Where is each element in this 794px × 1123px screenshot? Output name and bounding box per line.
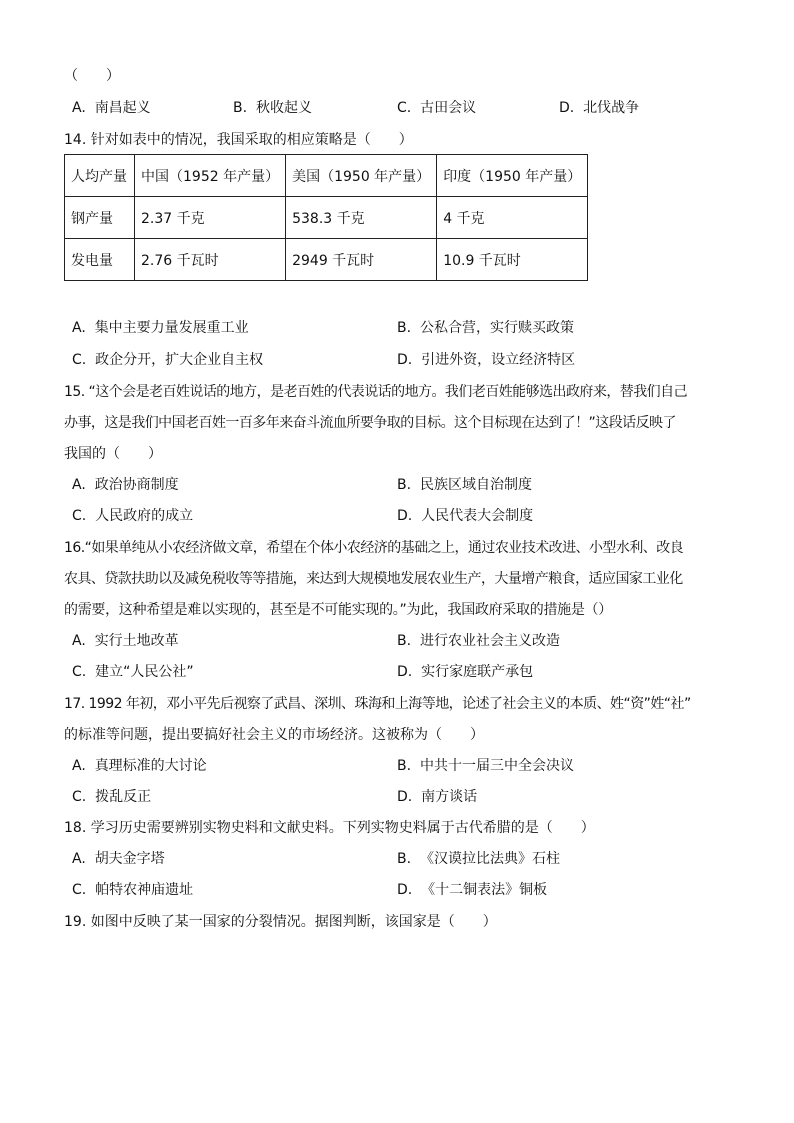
option-text: 人民政府的成立: [95, 508, 194, 524]
option-letter: D.: [559, 100, 575, 116]
option-letter: B.: [397, 320, 412, 336]
option-letter: A.: [72, 320, 86, 336]
q16-stem-line-1: 16.“如果单纯从小农经济做文章，希望在个体小农经济的基础之上，通过农业技术改进、小型水利、改良: [64, 540, 684, 556]
q14-data-table: [64, 154, 588, 281]
q17-option-c: [72, 787, 151, 807]
option-text: 进行农业社会主义改造: [419, 633, 560, 649]
table-cell: 538.3 千克: [286, 197, 437, 239]
q17-stem-line-2: 的标准等问题，提出要搞好社会主义的市场经济。这被称为（ ）: [64, 727, 484, 743]
q13-option-c: [397, 98, 476, 118]
option-text: 《汉谟拉比法典》石柱: [419, 851, 560, 867]
option-letter: D.: [397, 789, 413, 805]
q18-option-b: [397, 849, 560, 869]
option-text: 拨乱反正: [95, 789, 152, 805]
option-text: 公私合营，实行赎买政策: [419, 320, 574, 336]
q16-option-a: [72, 631, 179, 651]
q16-stem-line-3: 的需要，这种希望是难以实现的，甚至是不可能实现的。”为此，我国政府采取的措施是（）: [64, 602, 612, 618]
table-row: [65, 197, 588, 239]
q13-option-a: [72, 98, 151, 118]
q13-paren: （ ）: [64, 68, 120, 84]
q13-option-d: [559, 98, 639, 118]
option-letter: B.: [397, 633, 412, 649]
table-cell: 10.9 千瓦时: [437, 239, 588, 281]
q15-option-a: [72, 475, 179, 495]
option-text: 中共十一届三中全会决议: [419, 758, 574, 774]
table-header-cell: 印度（1950 年产量）: [437, 155, 588, 197]
option-text: 《十二铜表法》铜板: [421, 882, 548, 898]
table-cell: 发电量: [65, 239, 135, 281]
q15-stem-line-1: 15. “这个会是老百姓说话的地方，是老百姓的代表说话的地方。我们老百姓能够选出政府来，替我们自己: [64, 384, 688, 400]
table-cell: 2.76 千瓦时: [135, 239, 286, 281]
option-letter: A.: [72, 633, 86, 649]
q14-option-d: [397, 350, 575, 370]
q18-option-a: [72, 849, 165, 869]
option-text: 建立“人民公社”: [95, 664, 194, 680]
q18-stem: 18. 学习历史需要辨别实物史料和文献史料。下列实物史料属于古代希腊的是（ ）: [64, 820, 595, 836]
option-text: 南昌起义: [94, 100, 151, 116]
table-row: [65, 239, 588, 281]
option-text: 真理标准的大讨论: [94, 758, 207, 774]
q19-stem: 19. 如图中反映了某一国家的分裂情况。据图判断，该国家是（ ）: [64, 914, 497, 930]
option-text: 民族区域自治制度: [419, 477, 532, 493]
q14-option-a: [72, 318, 249, 338]
q16-option-b: [397, 631, 560, 651]
q18-option-c: [72, 880, 193, 900]
q17-option-a: [72, 756, 207, 776]
q17-stem-line-1: 17. 1992 年初，邓小平先后视察了武昌、深圳、珠海和上海等地，论述了社会主义的本质、姓“资”姓“社”: [64, 696, 691, 712]
table-header-cell: 人均产量: [65, 155, 135, 197]
option-text: 胡夫金字塔: [94, 851, 165, 867]
table-cell: 2949 千瓦时: [286, 239, 437, 281]
option-letter: D.: [397, 352, 413, 368]
option-letter: B.: [397, 477, 412, 493]
option-text: 南方谈话: [421, 789, 478, 805]
q18-option-d: [397, 880, 547, 900]
option-letter: C.: [72, 664, 87, 680]
option-letter: B.: [233, 100, 248, 116]
q15-option-c: [72, 506, 193, 526]
q15-option-b: [397, 475, 532, 495]
option-letter: A.: [72, 851, 86, 867]
option-text: 古田会议: [420, 100, 477, 116]
option-text: 政企分开，扩大企业自主权: [95, 352, 264, 368]
q14-option-b: [397, 318, 574, 338]
table-cell: 4 千克: [437, 197, 588, 239]
table-header-row: [65, 155, 588, 197]
option-letter: A.: [72, 100, 86, 116]
q13-option-b: [233, 98, 312, 118]
option-letter: D.: [397, 664, 413, 680]
option-text: 实行土地改革: [94, 633, 179, 649]
option-letter: A.: [72, 477, 86, 493]
option-text: 帕特农神庙遗址: [95, 882, 194, 898]
option-letter: C.: [72, 789, 87, 805]
table-cell: 钢产量: [65, 197, 135, 239]
q14-option-c: [72, 350, 263, 370]
option-text: 集中主要力量发展重工业: [94, 320, 249, 336]
option-text: 秋收起义: [255, 100, 312, 116]
option-letter: C.: [72, 882, 87, 898]
q17-option-b: [397, 756, 574, 776]
option-text: 实行家庭联产承包: [421, 664, 534, 680]
option-text: 引进外资，设立经济特区: [421, 352, 576, 368]
q15-stem-line-2: 办事，这是我们中国老百姓一百多年来奋斗流血所要争取的目标。这个目标现在达到了！”这段话反映了: [64, 415, 676, 431]
option-letter: C.: [72, 508, 87, 524]
option-letter: A.: [72, 758, 86, 774]
option-letter: C.: [72, 352, 87, 368]
q16-stem-line-2: 农具、贷款扶助以及减免税收等等措施，来达到大规模地发展农业生产，大量增产粮食，适应国家工业化: [64, 571, 683, 587]
table-header-cell: 中国（1952 年产量）: [135, 155, 286, 197]
option-letter: C.: [397, 100, 412, 116]
q15-stem-line-3: 我国的（ ）: [64, 446, 162, 462]
option-letter: B.: [397, 758, 412, 774]
table-header-cell: 美国（1950 年产量）: [286, 155, 437, 197]
option-text: 人民代表大会制度: [421, 508, 534, 524]
option-letter: B.: [397, 851, 412, 867]
q17-option-d: [397, 787, 477, 807]
q15-option-d: [397, 506, 533, 526]
option-text: 政治协商制度: [94, 477, 179, 493]
q14-stem: 14. 针对如表中的情况，我国采取的相应策略是（ ）: [64, 132, 413, 148]
q16-option-c: [72, 662, 194, 682]
option-text: 北伐战争: [583, 100, 640, 116]
option-letter: D.: [397, 882, 413, 898]
q16-option-d: [397, 662, 533, 682]
option-letter: D.: [397, 508, 413, 524]
table-cell: 2.37 千克: [135, 197, 286, 239]
